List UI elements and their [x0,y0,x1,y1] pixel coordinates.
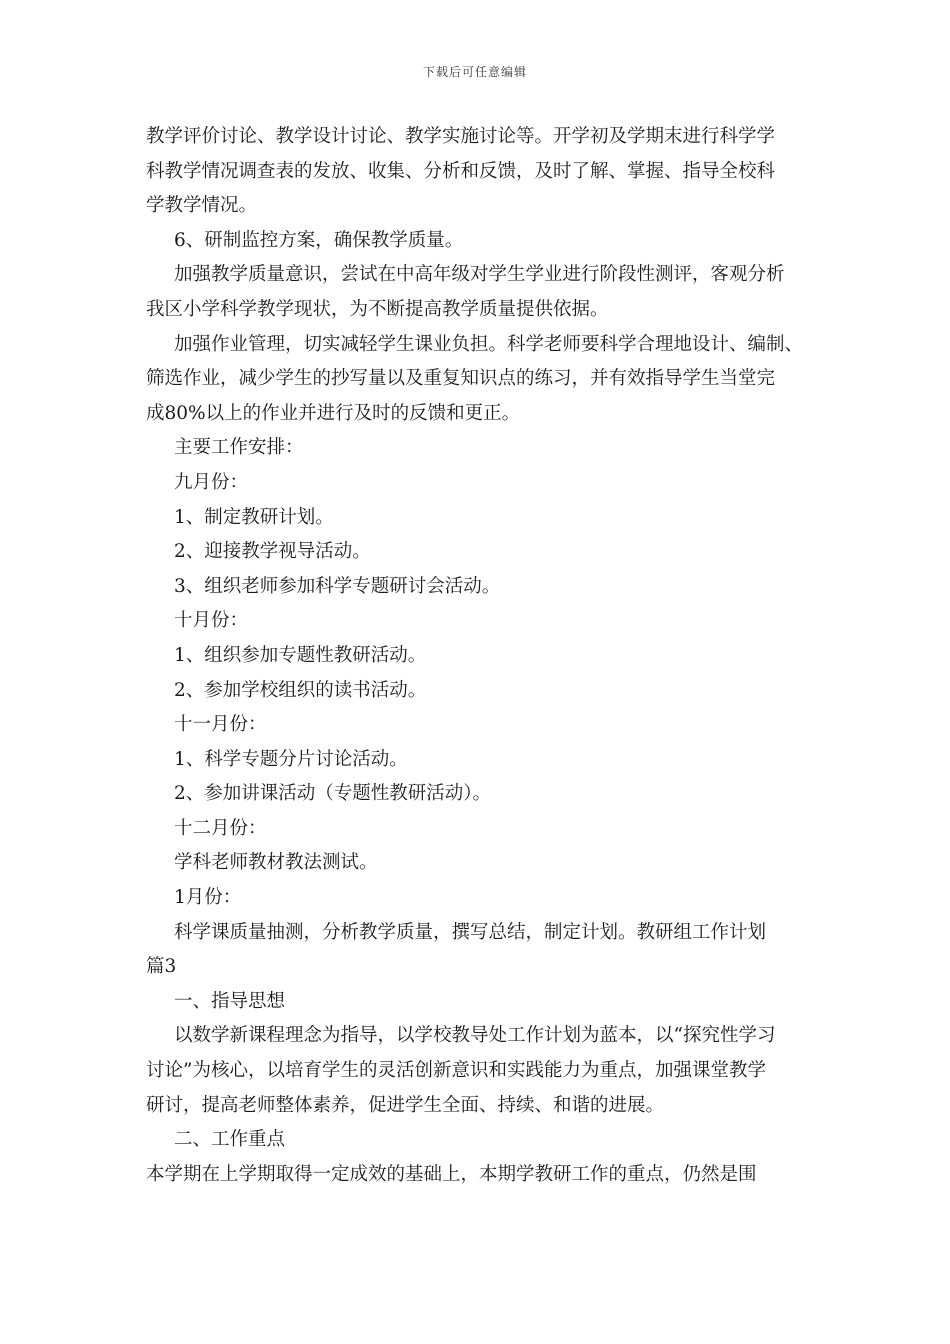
text-line: 6、研制监控方案，确保教学质量。 [174,229,464,251]
text-line: 1、组织参加专题性教研活动。 [174,644,427,666]
text-line: 2、参加讲课活动（专题性教研活动）。 [174,783,492,805]
text-line: 我区小学科学教学现状，为不断提高教学质量提供依据。 [146,298,609,320]
page-header: 下载后可任意编辑 [422,65,527,79]
text-line: 十二月份： [174,817,267,839]
text-line: 九月份： [174,471,249,493]
text-line: 研讨，提高老师整体素养，促进学生全面、持续、和谐的进展。 [146,1094,665,1116]
text-line: 学教学情况。 [146,195,258,217]
text-line: 教学评价讨论、教学设计讨论、教学实施讨论等。开学初及学期末进行科学学 [146,126,776,147]
text-line: 3、组织老师参加科学专题研讨会活动。 [174,575,501,597]
text-line: 本学期在上学期取得一定成效的基础上，本期学教研工作的重点，仍然是围 [146,1163,757,1185]
text-line: 篇3 [146,956,177,978]
text-line: 主要工作安排： [174,437,304,459]
document-body [146,120,816,1192]
text-line: 十月份： [174,610,249,632]
text-line: 1、制定教研计划。 [174,506,334,528]
text-line: 加强教学质量意识，尝试在中高年级对学生学业进行阶段性测评，客观分析 [174,264,785,286]
text-line: 学科老师教材教法测试。 [174,852,378,874]
text-line: 筛选作业，减少学生的抄写量以及重复知识点的练习，并有效指导学生当堂完 [146,368,776,390]
text-line: 讨论”为核心，以培育学生的灵活创新意识和实践能力为重点，加强课堂教学 [146,1060,766,1082]
text-line: 十一月份： [174,714,267,736]
text-line: 2、参加学校组织的读书活动。 [174,679,427,701]
text-line: 2、迎接教学视导活动。 [174,541,371,563]
text-line: 二、工作重点 [174,1129,286,1151]
text-line: 一、指导思想 [174,990,286,1012]
text-line: 1、科学专题分片讨论活动。 [174,748,408,770]
text-line: 成80%以上的作业并进行及时的反馈和更正。 [146,402,521,424]
text-line: 科教学情况调查表的发放、收集、分析和反馈，及时了解、掌握、指导全校科 [146,160,776,182]
text-line: 科学课质量抽测，分析教学质量，撰写总结，制定计划。教研组工作计划 [174,921,767,943]
text-line: 1月份： [174,887,242,909]
text-line: 以数学新课程理念为指导，以学校教导处工作计划为蓝本，以“探究性学习 [174,1025,776,1047]
text-line: 加强作业管理，切实减轻学生课业负担。科学老师要科学合理地设计、编制、 [174,333,804,355]
